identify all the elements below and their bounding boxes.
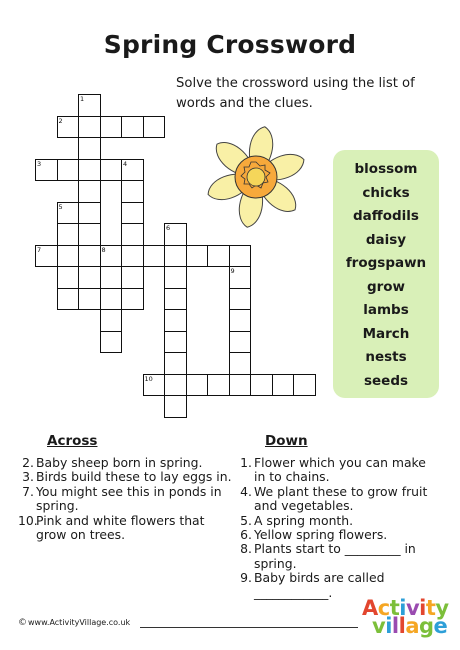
clue-number: 2	[58, 116, 63, 125]
copyright-icon: ©	[18, 618, 27, 628]
grid-cell[interactable]	[229, 309, 252, 332]
clue-item: 9. Baby birds are called ____________.	[240, 570, 385, 600]
down-heading: Down	[265, 433, 308, 449]
clue-item: 8. Plants start to _________ in spring.	[240, 541, 416, 571]
site-link[interactable]: www.ActivityVillage.co.uk	[28, 618, 131, 627]
word-item: frogspawn	[345, 255, 427, 271]
clue-number: 6	[166, 224, 171, 232]
word-item: nests	[365, 349, 407, 365]
clue-number: 9	[230, 267, 235, 275]
clue-item: 10. Pink and white flowers that grow on trees.	[18, 512, 205, 543]
grid-cell[interactable]	[78, 159, 101, 182]
grid-cell[interactable]	[143, 116, 166, 139]
grid-cell[interactable]	[121, 116, 144, 139]
grid-cell[interactable]	[78, 137, 101, 160]
grid-cell[interactable]	[78, 245, 101, 268]
grid-cell[interactable]	[164, 309, 187, 332]
across-heading: Across	[47, 433, 98, 449]
grid-cell[interactable]	[121, 266, 144, 289]
grid-cell[interactable]	[207, 374, 230, 397]
grid-cell[interactable]	[78, 223, 101, 246]
clue-number: 1	[80, 95, 85, 103]
logo-line-1: Activity	[362, 596, 449, 620]
grid-cell[interactable]	[78, 180, 101, 203]
word-item: seeds	[363, 372, 409, 389]
clue-number: 5	[58, 202, 63, 211]
logo-line-2: village	[372, 614, 448, 638]
across-clues	[18, 456, 238, 542]
grid-cell[interactable]	[57, 159, 80, 182]
grid-cell[interactable]	[164, 331, 187, 354]
grid-cell[interactable]	[143, 245, 166, 268]
grid-cell[interactable]	[78, 288, 101, 311]
word-list	[333, 158, 439, 393]
grid-cell[interactable]	[229, 352, 252, 375]
down-clues	[236, 456, 441, 600]
clue-item: 4. We plant these to grow fruit and vegetables.	[240, 483, 428, 514]
grid-cell[interactable]	[164, 266, 187, 289]
clue-number: 10	[144, 374, 153, 383]
grid-cell[interactable]	[250, 374, 273, 397]
grid-cell[interactable]	[100, 288, 123, 311]
clue-number: 8	[101, 245, 106, 254]
word-item: March	[362, 325, 410, 342]
grid-cell[interactable]	[164, 352, 187, 375]
grid-cell[interactable]	[164, 395, 187, 418]
clue-number: 3	[37, 159, 42, 168]
grid-cell[interactable]	[57, 223, 80, 246]
grid-cell[interactable]	[100, 266, 123, 289]
clue-item: 3. Birds build these to lay eggs in.	[22, 469, 232, 485]
grid-cell[interactable]	[100, 309, 123, 332]
daffodil-icon	[196, 122, 316, 232]
word-item: daisy	[365, 231, 407, 248]
word-item: daffodils	[353, 208, 419, 224]
grid-cell[interactable]	[57, 288, 80, 311]
grid-cell[interactable]	[78, 116, 101, 139]
grid-cell[interactable]	[121, 288, 144, 311]
word-item: blossom	[354, 161, 418, 177]
grid-cell[interactable]	[121, 202, 144, 225]
grid-cell[interactable]	[57, 245, 80, 268]
word-list-box	[333, 150, 439, 398]
grid-cell[interactable]	[164, 288, 187, 311]
grid-cell[interactable]	[78, 202, 101, 225]
page-title: Spring Crossword	[103, 30, 357, 59]
clue-item: 1. Flower which you can make in to chains.	[240, 455, 426, 485]
grid-cell[interactable]	[229, 288, 252, 311]
grid-cell[interactable]	[100, 331, 123, 354]
grid-cell[interactable]	[164, 245, 187, 268]
grid-cell[interactable]	[78, 266, 101, 289]
word-item: lambs	[363, 302, 409, 318]
grid-cell[interactable]	[57, 266, 80, 289]
word-item: chicks	[362, 184, 410, 201]
instructions: Solve the crossword using the list of words and the clues.	[176, 76, 415, 111]
grid-cell[interactable]	[229, 331, 252, 354]
footer-divider	[140, 627, 358, 628]
grid-cell[interactable]	[207, 245, 230, 268]
clue-number: 7	[37, 245, 42, 254]
grid-cell[interactable]	[164, 374, 187, 397]
clue-item: 6. Yellow spring flowers.	[240, 527, 388, 543]
clue-item: 2. Baby sheep born in spring.	[22, 455, 203, 470]
grid-cell[interactable]	[186, 245, 209, 268]
grid-cell[interactable]	[121, 180, 144, 203]
clue-item: 7. You might see this in ponds in spring.	[22, 483, 222, 514]
clue-number: 4	[123, 159, 128, 168]
grid-cell[interactable]	[186, 374, 209, 397]
grid-cell[interactable]	[121, 245, 144, 268]
word-item: grow	[366, 278, 406, 295]
grid-cell[interactable]	[121, 223, 144, 246]
grid-cell[interactable]	[229, 245, 252, 268]
grid-cell[interactable]	[229, 374, 252, 397]
grid-cell[interactable]	[100, 159, 123, 182]
grid-cell[interactable]	[100, 116, 123, 139]
grid-cell[interactable]	[272, 374, 295, 397]
clue-item: 5. A spring month.	[240, 512, 354, 528]
grid-cell[interactable]	[293, 374, 316, 397]
